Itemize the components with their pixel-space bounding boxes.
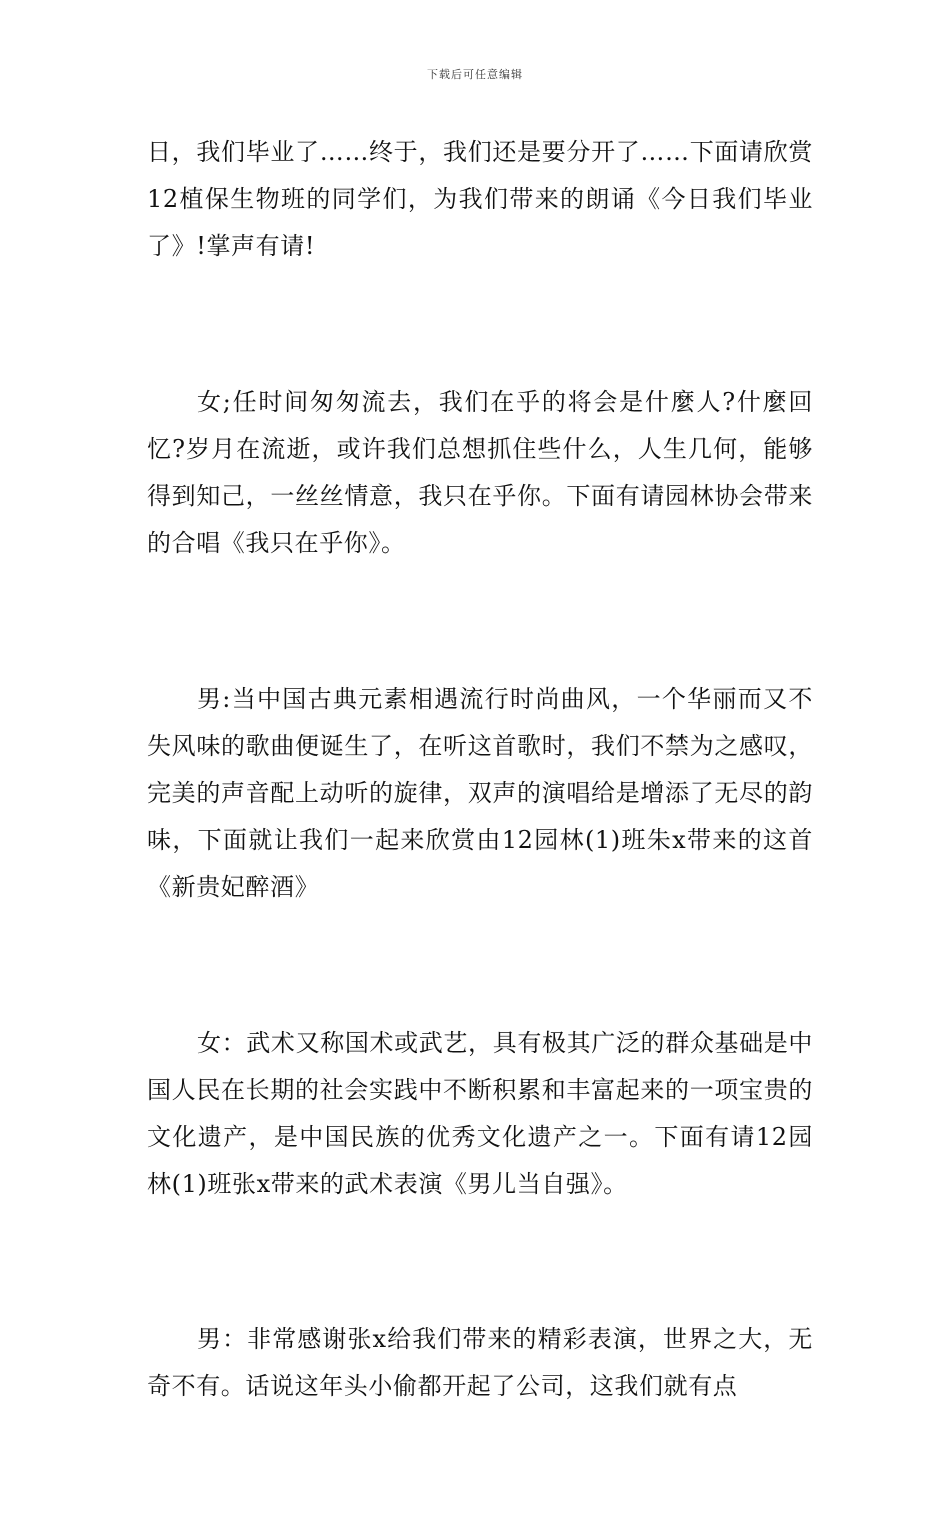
document-body	[147, 129, 813, 1519]
paragraph-5: 男：非常感谢张x给我们带来的精彩表演，世界之大，无奇不有。话说这年头小偷都开起了公司，这我们就有点	[147, 1325, 813, 1400]
paragraph-3: 男:当中国古典元素相遇流行时尚曲风，一个华丽而又不失风味的歌曲便诞生了，在听这首歌时，我们不禁为之感叹，完美的声音配上动听的旋律，双声的演唱给是增添了无尽的韵味，下面就让我们一起来欣赏由12园林(1)班朱x带来的这首《新贵妃醉酒》	[147, 685, 813, 901]
paragraph-4: 女：武术又称国术或武艺，具有极其广泛的群众基础是中国人民在长期的社会实践中不断积累和丰富起来的一项宝贵的文化遗产，是中国民族的优秀文化遗产之一。下面有请12园林(1)班张x带来的武术表演《男儿当自强》。	[147, 1029, 813, 1198]
page-header: 下载后可任意编辑	[427, 68, 523, 81]
paragraph-2: 女;任时间匆匆流去，我们在乎的将会是什麼人?什麼回忆?岁月在流逝，或许我们总想抓住些什么，人生几何，能够得到知己，一丝丝情意，我只在乎你。下面有请园林协会带来的合唱《我只在乎你》。	[147, 388, 813, 557]
paragraph-1: 日，我们毕业了……终于，我们还是要分开了……下面请欣赏12植保生物班的同学们，为我们带来的朗诵《今日我们毕业了》!掌声有请!	[147, 138, 813, 260]
